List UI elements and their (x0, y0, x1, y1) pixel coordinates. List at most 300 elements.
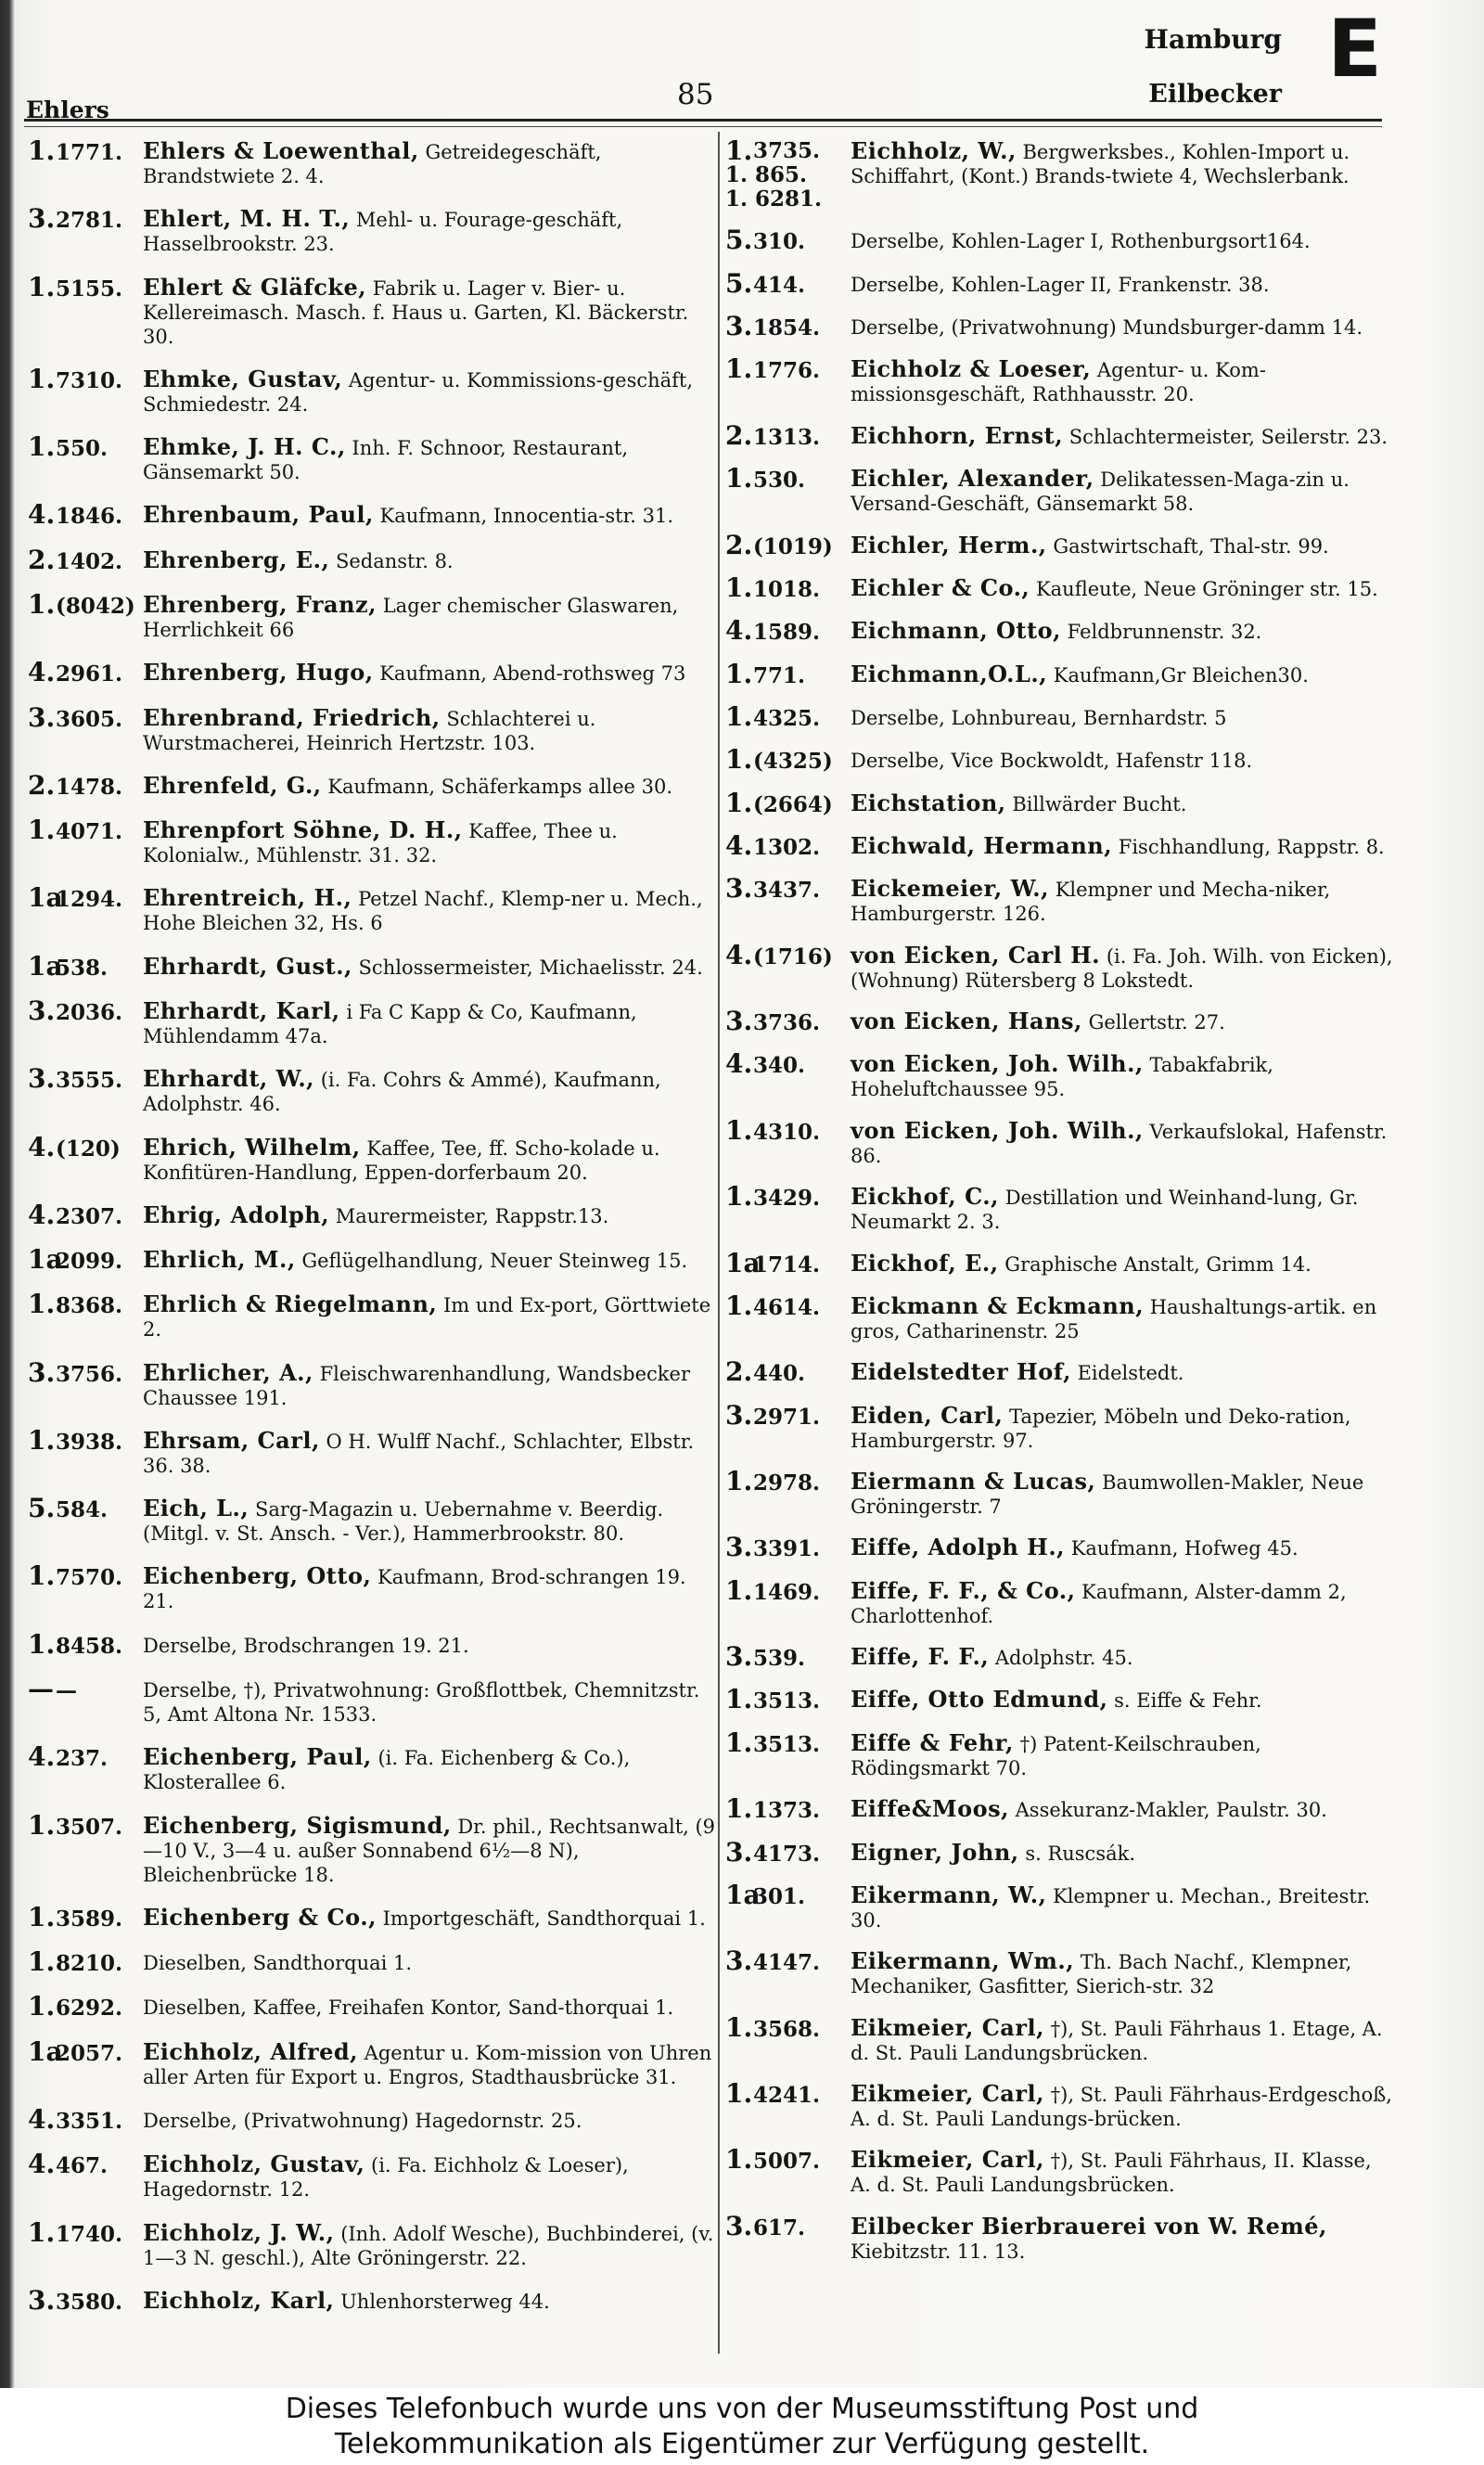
exchange-code: 3. (725, 1836, 753, 1868)
subscriber-name: Eichenberg, Paul, (143, 1743, 372, 1771)
exchange-code: 5. (725, 267, 753, 299)
phone-number (28, 815, 143, 846)
phone-number (725, 267, 851, 299)
exchange-code: 3. (28, 203, 56, 235)
directory-entry (28, 1901, 719, 1932)
line-number: (2664) (753, 791, 833, 817)
subscriber-details: Kaffee, Thee u. Kolonialw., Mühlenstr. 31. 32. (143, 820, 618, 867)
subscriber-details: Derselbe, Brodschrangen 19. 21. (143, 1634, 469, 1657)
line-number: — (56, 1678, 77, 1704)
subscriber-details: Derselbe, (Privatwohnung) Hagedornstr. 25. (143, 2110, 582, 2132)
entry-text (143, 996, 719, 1048)
entry-text (851, 834, 1393, 859)
exchange-code: 3. (725, 2210, 753, 2241)
subscriber-name: von Eicken, Hans, (851, 1008, 1082, 1035)
entry-text (851, 1052, 1393, 1101)
line-number: 4071. (56, 819, 123, 845)
subscriber-details: Graphische Anstalt, Grimm 14. (998, 1252, 1311, 1276)
subscriber-details: Fischhandlung, Rappstr. 8. (1112, 836, 1385, 859)
subscriber-name: Eiffe, Otto Edmund, (851, 1686, 1108, 1714)
entry-text (143, 273, 719, 349)
entry-text (143, 661, 719, 686)
exchange-code: 4. (28, 1741, 56, 1773)
subscriber-name: Eikmeier, Carl, (851, 2146, 1044, 2174)
subscriber-name: Eichholz, Gustav, (143, 2150, 365, 2178)
directory-entry (28, 1560, 719, 1613)
directory-entry (725, 1247, 1393, 1278)
subscriber-details: Mehl- u. Fourage-geschäft, Hasselbrookstr. 23. (143, 209, 623, 256)
line-number: 1313. (753, 424, 821, 450)
entry-text (851, 1883, 1393, 1932)
entry-text (851, 941, 1393, 993)
subscriber-name: Ehrhardt, Gust., (143, 952, 352, 980)
exchange-code: 1. (725, 135, 753, 166)
line-number: 2961. (56, 661, 123, 687)
subscriber-name: Eikermann, Wm., (851, 1947, 1075, 1975)
directory-entry (28, 2104, 719, 2135)
directory-entry (725, 529, 1393, 560)
line-number: 4173. (753, 1841, 821, 1867)
entry-text (143, 503, 719, 528)
subscriber-name: Eikmeier, Carl, (851, 2013, 1044, 2041)
subscriber-name: Eichler, Herm., (851, 531, 1047, 558)
entry-text (143, 2152, 719, 2202)
exchange-code: 1. (725, 463, 753, 494)
page-number: 85 (677, 78, 714, 111)
subscriber-details: Feldbrunnenstr. 32. (1060, 621, 1262, 644)
line-number: 414. (753, 272, 806, 298)
entry-text (143, 1200, 719, 1228)
subscriber-details: Kaufmann, Abend-rothsweg 73 (373, 662, 686, 686)
subscriber-details: Derselbe, Vice Bockwoldt, Hafenstr 118. (851, 750, 1253, 773)
entry-text (851, 1535, 1393, 1560)
directory-entry (28, 1493, 719, 1546)
subscriber-details: Maurermeister, Rappstr.13. (329, 1204, 609, 1227)
subscriber-details: (i. Fa. Joh. Wilh. von Eicken), (Wohnung) Rütersberg 8 Lokstedt. (851, 944, 1393, 992)
directory-entry (28, 1991, 719, 2022)
subscriber-details: Kaufmann, Schäferkamps allee 30. (321, 775, 673, 798)
subscriber-details: Delikatessen-Maga-zin u. Versand-Geschäft, Gänsemarkt 58. (851, 469, 1350, 516)
exchange-code: 1. (28, 1991, 56, 2022)
directory-entry (28, 1809, 719, 1887)
phone-number (725, 873, 851, 905)
subscriber-details: Kaufmann, Alster-damm 2, Charlottenhof. (851, 1580, 1347, 1627)
entry-text (851, 533, 1393, 558)
directory-entry (725, 225, 1393, 256)
subscriber-name: Ehrich, Wilhelm, (143, 1133, 361, 1161)
exchange-code: 4. (28, 1131, 56, 1162)
exchange-code: 1. (725, 1114, 753, 1146)
phone-number (725, 1247, 851, 1278)
subscriber-name: Ehlert, M. H. T., (143, 205, 351, 233)
subscriber-name: Eickmann & Eckmann, (851, 1291, 1145, 1319)
exchange-code: — (28, 1674, 54, 1705)
directory-entry (28, 588, 719, 642)
subscriber-details: Gastwirtschaft, Thal-str. 99. (1046, 534, 1329, 558)
line-number: 3938. (56, 1429, 123, 1455)
subscriber-name: Eiffe, Adolph H., (851, 1534, 1066, 1561)
subscriber-details: (i. Fa. Eichholz & Loeser), Hagedornstr. 12. (143, 2154, 629, 2202)
line-number: 3580. (56, 2289, 123, 2315)
exchange-code: 2. (28, 769, 56, 801)
exchange-code: 1. (28, 1628, 56, 1660)
subscriber-details: Baumwollen-Makler, Neue Gröningerstr. 7 (851, 1470, 1364, 1518)
phone-number (725, 1945, 851, 1977)
exchange-code: 1. (28, 431, 56, 463)
entry-text (851, 1949, 1393, 1998)
entry-text (143, 771, 719, 799)
phone-number (725, 658, 851, 689)
subscriber-name: Ehrig, Adolph, (143, 1200, 330, 1228)
subscriber-details: Sedanstr. 8. (329, 549, 454, 572)
subscriber-name: Ehrenbrand, Friedrich, (143, 703, 441, 731)
exchange-code: 1a (725, 1879, 761, 1910)
phone-number (28, 2216, 143, 2248)
subscriber-name: Eikermann, W., (851, 1881, 1047, 1908)
phone-number (725, 1793, 851, 1825)
phone-number (28, 995, 143, 1026)
subscriber-name: Eichmann, Otto, (851, 617, 1061, 645)
line-number: 2099. (56, 1249, 123, 1275)
exchange-code: 2. (725, 419, 753, 451)
exchange-code: 1a (28, 2035, 63, 2067)
subscriber-details: Kaufmann,Gr Bleichen30. (1047, 663, 1309, 687)
subscriber-details: Kaufmann, Hofweg 45. (1065, 1537, 1298, 1560)
directory-entry (28, 1628, 719, 1660)
exchange-code: 1. (725, 1727, 753, 1758)
directory-entry (725, 1641, 1393, 1673)
directory-entry (28, 271, 719, 349)
line-number: 3555. (56, 1068, 123, 1094)
phone-number (725, 939, 851, 970)
subscriber-details: Bergwerksbes., Kohlen-Import u. Schiffahrt, (Kont.) Brands-twiete 4, Wechslerbank. (851, 141, 1350, 187)
subscriber-name: Eichenberg, Otto, (143, 1562, 372, 1590)
entry-text (851, 1401, 1393, 1453)
phone-number (725, 2077, 851, 2109)
subscriber-details: Billwärder Bucht. (1005, 792, 1187, 815)
subscriber-details: Kaffee, Tee, ff. Scho-kolade u. Konfitüren-Handlung, Eppen-dorferbaum 20. (143, 1136, 660, 1184)
line-number: 7310. (56, 367, 123, 393)
directory-entry (28, 1244, 719, 1276)
exchange-code: 4. (725, 830, 753, 862)
subscriber-details: O H. Wulff Nachf., Schlachter, Elbstr. 36. 38. (143, 1430, 695, 1477)
exchange-code: 1. (725, 1574, 753, 1606)
line-number: 2978. (753, 1470, 821, 1496)
line-number: 1469. (753, 1579, 821, 1605)
entry-text (143, 2108, 719, 2133)
entry-text (851, 1797, 1393, 1822)
directory-entry (725, 1356, 1393, 1388)
subscriber-name: Eickemeier, W., (851, 875, 1050, 903)
phone-number (725, 615, 851, 647)
entry-text (851, 1185, 1393, 1234)
phone-number (28, 1674, 143, 1705)
subscriber-details: Uhlenhorsterweg 44. (334, 2290, 550, 2313)
subscriber-name: Ehrentreich, H., (143, 884, 352, 912)
entry-text (143, 1903, 719, 1931)
exchange-code: 3. (28, 995, 56, 1026)
line-number: 1018. (753, 576, 821, 602)
phone-number (28, 1424, 143, 1456)
subscriber-details: †), St. Pauli Fährhaus, II. Klasse, A. d. St. Pauli Landungsbrücken. (851, 2150, 1372, 2197)
subscriber-name: von Eicken, Joh. Wilh., (851, 1050, 1144, 1078)
phone-number (725, 1727, 851, 1758)
directory-entry (28, 1289, 719, 1342)
line-number: 1302. (753, 835, 821, 861)
directory-entry (28, 2216, 719, 2270)
line-number: 538. (56, 955, 109, 981)
entry-text (143, 2286, 719, 2314)
exchange-code: 1. (725, 1181, 753, 1213)
subscriber-name: Eiffe&Moos, (851, 1795, 1009, 1823)
subscriber-details: Im und Ex-port, Görttwiete 2. (143, 1294, 711, 1342)
line-number: 7570. (56, 1565, 123, 1591)
directory-entry (725, 830, 1393, 862)
subscriber-name: Ehrenberg, Hugo, (143, 659, 374, 687)
exchange-code: 4. (28, 499, 56, 531)
phone-number (28, 1356, 143, 1388)
exchange-code: 1. (28, 271, 56, 302)
entry-text (143, 1133, 719, 1185)
entry-text (851, 573, 1393, 601)
directory-entry (725, 787, 1393, 818)
subscriber-name: Eichstation, (851, 789, 1006, 816)
exchange-code: 1. (28, 1901, 56, 1932)
exchange-code: 1. (725, 1684, 753, 1715)
directory-entry (725, 658, 1393, 689)
subscriber-details: Th. Bach Nachf., Klempner, Mechaniker, Gasfitter, Sierich-str. 32 (851, 1951, 1352, 1998)
phone-number (28, 1946, 143, 1978)
line-number: 1714. (753, 1252, 821, 1277)
exchange-code: 3. (725, 1006, 753, 1037)
subscriber-name: Ehrenpfort Söhne, D. H., (143, 816, 463, 844)
subscriber-name: Eichenberg & Co., (143, 1903, 377, 1931)
exchange-code: 1. (725, 744, 753, 776)
left-column (28, 135, 719, 2316)
directory-entry (725, 1290, 1393, 1343)
line-number: 1854. (753, 315, 821, 341)
phone-number (725, 529, 851, 560)
entry-text (851, 1249, 1393, 1277)
exchange-code: 1. (725, 658, 753, 689)
subscriber-name: Eichenberg, Sigismund, (143, 1811, 452, 1839)
subscriber-details: Klempner und Mecha-niker, Hamburgerstr. 126. (851, 879, 1331, 926)
subscriber-details: Agentur u. Kom-mission von Uhren aller Arten für Export u. Engros, Stadthausbrücke 31. (143, 2041, 712, 2088)
entry-text (851, 1009, 1393, 1034)
exchange-code: 1. (725, 1793, 753, 1825)
directory-entry (725, 1879, 1393, 1932)
exchange-code: 4. (725, 615, 753, 647)
entry-text (851, 1728, 1393, 1780)
subscriber-name: von Eicken, Carl H. (851, 941, 1101, 969)
subscriber-details: Petzel Nachf., Klemp-ner u. Mech., Hohe Bleichen 32, Hs. 6 (143, 888, 703, 935)
phone-number (725, 311, 851, 342)
line-number: 584. (56, 1497, 109, 1523)
line-number: 467. (56, 2153, 109, 2179)
line-number: 1771. (56, 140, 123, 165)
directory-entry (725, 1114, 1393, 1168)
subscriber-name: Eichhorn, Ernst, (851, 421, 1064, 449)
exchange-code: 1. (28, 135, 56, 166)
phone-number (725, 1290, 851, 1321)
directory-entry (725, 744, 1393, 776)
subscriber-details: Derselbe, Kohlen-Lager I, Rothenburgsort164. (851, 230, 1311, 253)
exchange-code: 1. (725, 2011, 753, 2043)
entry-text (143, 1995, 719, 2020)
entry-text (851, 228, 1393, 253)
directory-entry (725, 2077, 1393, 2131)
entry-text (143, 818, 719, 867)
footer-line-2: Telekommunikation als Eigentümer zur Verfügung gestellt. (334, 2428, 1150, 2460)
subscriber-name: Eiffe, F. F., (851, 1643, 990, 1671)
subscriber-details: Gellertstr. 27. (1081, 1011, 1225, 1034)
entry-text (143, 1426, 719, 1478)
phone-number (725, 1048, 851, 1080)
exchange-code: 1a (28, 950, 63, 982)
phone-number (28, 1809, 143, 1841)
subscriber-name: Ehrhardt, W., (143, 1065, 315, 1093)
phone-number (725, 1836, 851, 1868)
subscriber-details: Destillation und Weinhand-lung, Gr. Neumarkt 2. 3. (851, 1187, 1359, 1234)
exchange-code: 1. (725, 1465, 753, 1496)
phone-number (725, 1465, 851, 1496)
phone-number (28, 1289, 143, 1320)
exchange-code: 4. (28, 2104, 56, 2135)
phone-number (28, 588, 143, 620)
exchange-code: 1a (28, 882, 63, 914)
phone-number (28, 135, 143, 166)
subscriber-name: Ehrenberg, E., (143, 546, 330, 573)
line-number: 2971. (753, 1404, 821, 1430)
line-number: 3513. (753, 1688, 821, 1714)
subscriber-details: Agentur- u. Kom-missionsgeschäft, Rathhausstr. 20. (851, 359, 1266, 406)
page-header (0, 0, 1484, 135)
directory-entry (725, 1793, 1393, 1825)
directory-entry (28, 769, 719, 801)
exchange-code: 2. (725, 529, 753, 560)
right-keyword: Eilbecker (1148, 80, 1282, 109)
directory-entry (28, 499, 719, 531)
subscriber-details: Kaufmann, Brod-schrangen 19. 21. (143, 1566, 686, 1613)
directory-entry (28, 1674, 719, 1727)
entry-text (851, 1291, 1393, 1343)
exchange-code: 1. (28, 1424, 56, 1456)
line-number: 301. (753, 1883, 806, 1909)
phone-number (28, 1560, 143, 1592)
line-number: 617. (753, 2215, 806, 2240)
line-number: 1776. (753, 358, 821, 384)
line-number: 2057. (56, 2040, 123, 2066)
subscriber-name: Eichholz, Karl, (143, 2286, 335, 2314)
subscriber-details: Klempner u. Mechan., Breitestr. 30. (851, 1884, 1371, 1932)
line-number: 4614. (753, 1294, 821, 1320)
subscriber-name: Eichwald, Hermann, (851, 832, 1113, 860)
entry-text (143, 367, 719, 417)
directory-entry (28, 431, 719, 484)
exchange-code: 1. (28, 1946, 56, 1978)
entry-text (851, 2079, 1393, 2131)
directory-entry (28, 1199, 719, 1230)
subscriber-name: Eichmann,O.L., (851, 660, 1048, 687)
subscriber-name: Eichholz & Loeser, (851, 355, 1092, 383)
phone-number (725, 419, 851, 451)
directory-entry (28, 2284, 719, 2316)
subscriber-name: Ehrhardt, Karl, (143, 996, 340, 1024)
phone-number (28, 2035, 143, 2067)
subscriber-details: Schlossermeister, Michaelisstr. 24. (352, 956, 703, 979)
subscriber-details: Fleischwarenhandlung, Wandsbecker Chaussee 191. (143, 1362, 690, 1409)
subscriber-details: Lager chemischer Glaswaren, Herrlichkeit 66 (143, 594, 679, 641)
subscriber-details: Derselbe, Kohlen-Lager II, Frankenstr. 38. (851, 273, 1270, 296)
exchange-code: 3. (28, 1356, 56, 1388)
entry-text (851, 1688, 1393, 1713)
subscriber-details: (Inh. Adolf Wesche), Buchbinderei, (v. 1—3 N. geschl.), Alte Gröningerstr. 22. (143, 2222, 714, 2269)
line-number: 3736. (753, 1010, 821, 1036)
line-number: 310. (753, 229, 806, 255)
line-number: 440. (753, 1361, 806, 1387)
entry-text (851, 2212, 1393, 2264)
entry-text (143, 1358, 719, 1410)
entry-text (851, 315, 1393, 340)
phone-number (725, 787, 851, 818)
subscriber-name: Eichler, Alexander, (851, 465, 1094, 493)
exchange-code: 3. (725, 1532, 753, 1563)
phone-number (725, 2210, 851, 2241)
entry-text (851, 2013, 1393, 2065)
subscriber-details: (i. Fa. Eichenberg & Co.), Klosterallee 6. (143, 1747, 631, 1794)
line-number: 1740. (56, 2221, 123, 2247)
subscriber-details: Eidelstedt. (1070, 1362, 1184, 1385)
subscriber-name: von Eicken, Joh. Wilh., (851, 1116, 1144, 1144)
entry-text (143, 1564, 719, 1613)
exchange-code: 1. (725, 787, 753, 818)
entry-text (143, 952, 719, 980)
line-number: 237. (56, 1746, 109, 1772)
line-number: 5155. (56, 276, 123, 302)
entry-text (143, 1292, 719, 1342)
phone-number (28, 882, 143, 914)
phone-number (28, 1991, 143, 2022)
subscriber-details: †), St. Pauli Fährhaus 1. Etage, A. d. St. Pauli Landungsbrücken. (851, 2017, 1383, 2064)
subscriber-details: Adolphstr. 45. (989, 1647, 1133, 1670)
directory-entry (725, 1006, 1393, 1037)
entry-text (143, 1067, 719, 1116)
phone-number (28, 2284, 143, 2316)
subscriber-name: Ehrlicher, A., (143, 1358, 313, 1386)
entry-text (143, 1950, 719, 1975)
directory-entry (28, 1741, 719, 1794)
subscriber-name: Eichholz, W., (851, 137, 1017, 164)
phone-number (28, 701, 143, 733)
directory-entry (725, 1727, 1393, 1780)
subscriber-name: Ehrenfeld, G., (143, 771, 322, 799)
subscriber-name: Ehrenbaum, Paul, (143, 501, 374, 529)
subscriber-details: Importgeschäft, Sandthorquai 1. (376, 1907, 706, 1930)
subscriber-name: Ehrenberg, Franz, (143, 590, 377, 618)
entry-text (851, 1467, 1393, 1519)
subscriber-name: Eiffe, F. F., & Co., (851, 1576, 1076, 1604)
entry-text (851, 619, 1393, 644)
subscriber-name: Ehmke, J. H. C., (143, 433, 346, 461)
directory-entry (28, 815, 719, 867)
subscriber-name: Ehrlich & Riegelmann, (143, 1290, 438, 1318)
entry-text (143, 703, 719, 755)
exchange-code: 1. (725, 571, 753, 603)
subscriber-details: Derselbe, (Privatwohnung) Mundsburger-damm 14. (851, 316, 1363, 340)
line-number: 2781. (56, 208, 123, 234)
subscriber-details: Getreidegeschäft, Brandstwiete 2. 4. (143, 141, 602, 187)
directory-entry (28, 135, 719, 188)
